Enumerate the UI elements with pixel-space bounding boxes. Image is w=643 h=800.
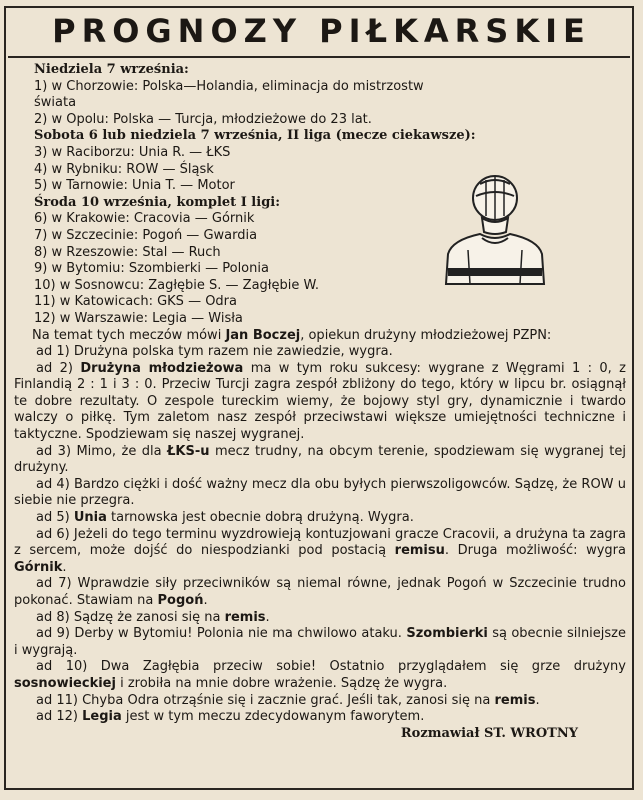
prediction-12: ad 12) Legia jest w tym meczu zdecydowanym faworytem. — [36, 709, 425, 725]
fixture-5: 5) w Tarnowie: Unia T. — Motor — [34, 178, 235, 194]
title-rule — [8, 56, 630, 58]
article-title: PROGNOZY PIŁKARSKIE — [52, 12, 591, 50]
prediction-4: ad 4) Bardzo ciężki i dość ważny mecz dla obu byłych pierwszoligowców. Sądzę, że ROW u siebie nie przegra. — [14, 476, 626, 509]
prediction-1: ad 1) Drużyna polska tym razem nie zawiedzie, wygra. — [36, 344, 393, 360]
prediction-6: ad 6) Jeżeli do tego terminu wyzdrowieją kontuzjowani gracze Cracovii, a drużyna ta zagra z sercem, może dojść do niespodzianki pod postacią remisu. Druga możliwość: wygra Górnik. — [14, 526, 626, 575]
fixture-12: 12) w Warszawie: Legia — Wisła — [34, 310, 243, 326]
fixture-7: 7) w Szczecinie: Pogoń — Gwardia — [34, 227, 258, 243]
fixture-6: 6) w Krakowie: Cracovia — Górnik — [34, 211, 255, 227]
intro-paragraph: Na temat tych meczów mówi Jan Boczej, opiekun drużyny młodzieżowej PZPN: — [32, 327, 552, 343]
prediction-10: ad 10) Dwa Zagłębia przeciw sobie! Ostatnio przyglądałem się grze drużyny sosnowieckiej i zrobiła na mnie dobre wrażenie. Sądzę że wygra. — [14, 659, 626, 691]
fixture-8: 8) w Rzeszowie: Stal — Ruch — [34, 244, 221, 260]
fixture-10: 10) w Sosnowcu: Zagłębie S. — Zagłębie W. — [34, 277, 319, 293]
prediction-9: ad 9) Derby w Bytomiu! Polonia nie ma chwilowo ataku. Szombierki są obecnie silniejsze i wygrają. — [14, 626, 626, 658]
fixture-1: 1) w Chorzowie: Polska—Holandia, eliminacja do mistrzostw — [34, 78, 424, 94]
prediction-3: ad 3) Mimo, że dla ŁKS-u mecz trudny, na obcym terenie, spodziewam się wygranej tej drużyny. — [14, 443, 627, 476]
fixture-1-cont: świata — [34, 95, 77, 111]
fixture-11: 11) w Katowicach: GKS — Odra — [34, 294, 237, 310]
fixture-4: 4) w Rybniku: ROW — Śląsk — [34, 161, 214, 177]
prediction-7: ad 7) Wprawdzie siły przeciwników są niemal równe, jednak Pogoń w Szczecinie trudno pokonać. Stawiam na Pogoń. — [14, 576, 626, 608]
sunday-header: Niedziela 7 września: — [34, 62, 189, 77]
prediction-2: ad 2) Drużyna młodzieżowa ma w tym roku sukcesy: wygrane z Węgrami 1 : 0, z Finlandią 2 : 1 i 3 : 0. Przeciw Turcji zagra zespół zbliżony do tego, który w lipcu br. osiągnął te dobre rezultaty. O zespole tureckim wiemy, że bojowy styl gry, dynamicznie i twardo walczy o piłkę. Tym zaletom nasz zespół przeciwstawi większe umiejętności techniczne i taktyczne. Spodziewam się naszej wygranej. — [14, 360, 627, 443]
prediction-11: ad 11) Chyba Odra otrząśnie się i zacznie grać. Jeśli tak, zanosi się na remis. — [36, 692, 540, 708]
article-body — [14, 62, 626, 742]
fixture-2: 2) w Opolu: Polska — Turcja, młodzieżowe do 23 lat. — [34, 111, 372, 127]
prediction-5: ad 5) Unia tarnowska jest obecnie dobrą drużyną. Wygra. — [36, 510, 414, 526]
wednesday-header: Środa 10 września, komplet I ligi: — [34, 194, 281, 210]
signature: Rozmawiał ST. WROTNY — [400, 725, 578, 741]
fixture-9: 9) w Bytomiu: Szombierki — Polonia — [34, 261, 269, 277]
fixture-3: 3) w Raciborzu: Unia R. — ŁKS — [34, 144, 231, 160]
prediction-8: ad 8) Sądzę że zanosi się na remis. — [36, 609, 270, 625]
saturday-header: Sobota 6 lub niedziela 7 września, II liga (mecze ciekawsze): — [34, 128, 476, 144]
